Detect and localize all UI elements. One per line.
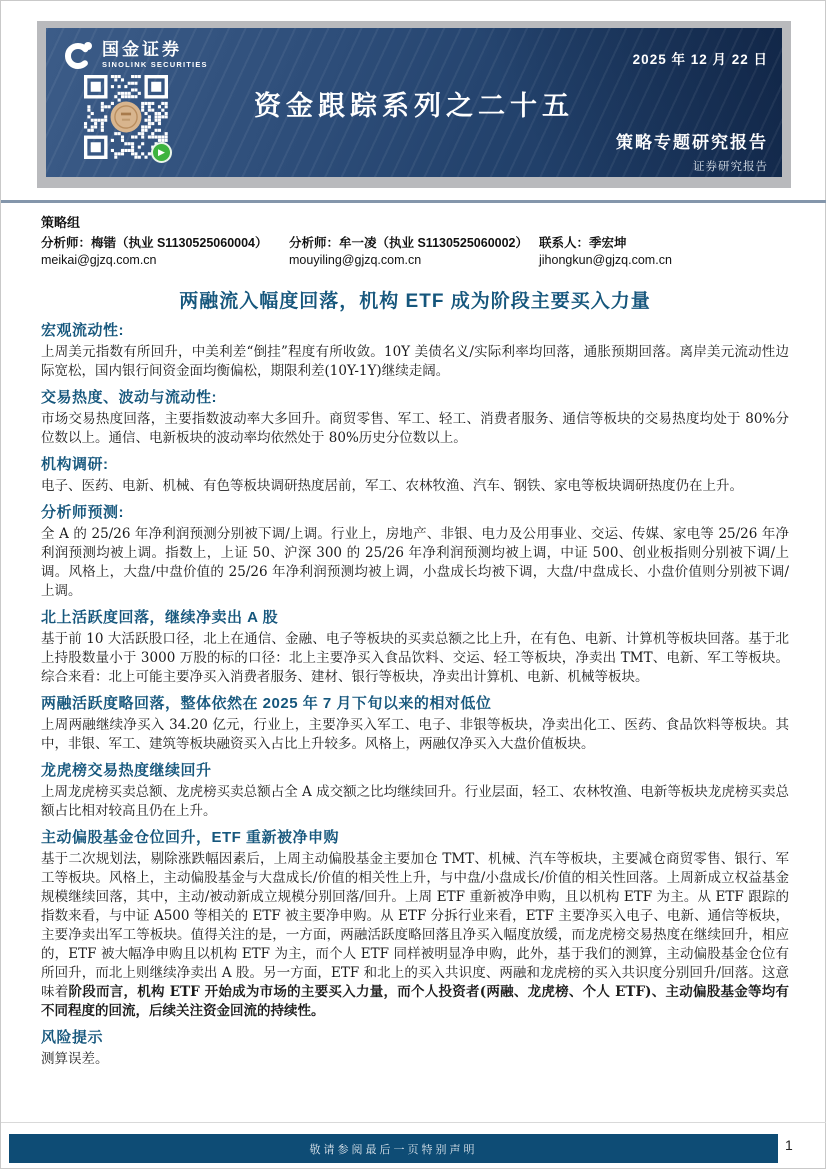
section-heading: 机构调研: xyxy=(41,456,109,473)
header-banner xyxy=(46,28,782,177)
section-macro-liquidity xyxy=(41,321,789,381)
brand-name-cn: 国金证券 xyxy=(102,40,182,60)
contact-1 xyxy=(539,235,789,269)
section-dragon-tiger xyxy=(41,761,789,821)
section-body: 上周两融继续净买入 34.20 亿元，行业上，主要净买入军工、电子、非银等板块，净卖出化工、医药、食品饮料等板块。其中，非银、军工、建筑等板块融资买入占比上升较多。风格上，两融仅净买入大盘价值板块。 xyxy=(41,717,789,752)
section-body: 上周龙虎榜买卖总额、龙虎榜买卖总额占全 A 成交额之比均继续回升。行业层面，轻工、农林牧渔、电新等板块龙虎榜买卖总额占比相对较高且仍在上升。 xyxy=(41,784,789,819)
qr-code xyxy=(84,75,168,159)
report-type: 策略专题研究报告 xyxy=(616,133,768,152)
section-analyst-forecast xyxy=(41,503,789,601)
section-heading: 龙虎榜交易热度继续回升 xyxy=(41,762,212,779)
page-number: 1 xyxy=(785,1137,793,1153)
section-margin-trading xyxy=(41,694,789,754)
analyst-2 xyxy=(289,235,539,269)
section-fund-etf xyxy=(41,828,789,1021)
team-group-label: 策略组 xyxy=(41,215,81,230)
wechat-video-icon: ▶ xyxy=(151,142,172,163)
section-trading-heat xyxy=(41,388,789,448)
section-heading: 风险提示 xyxy=(41,1029,104,1046)
analyst-2-email: mouyiling@gjzq.com.cn xyxy=(289,253,422,267)
section-body-emphasis: 阶段而言，机构 ETF 开始成为市场的主要买入力量，而个人投资者(两融、龙虎榜、个人 ETF)、主动偏股基金等均有不同程度的回流，后续关注资金回流的持续性。 xyxy=(41,984,789,1019)
section-body: 基于前 10 大活跃股口径，北上在通信、金融、电子等板块的买卖总额之比上升，在有色、电新、计算机等板块回落。基于北上持股数量小于 3000 万股的标的口径：北上主要净买入食品饮料、交运、轻工等板块，净卖出 TMT、电新、军工等板块。综合来看：北上可能主要净买入消费者服务、建材、银行等板块，净卖出计算机、电新、机械等板块。 xyxy=(41,631,789,685)
footer-divider xyxy=(1,1122,826,1123)
section-northbound xyxy=(41,608,789,687)
section-heading: 分析师预测: xyxy=(41,504,124,521)
section-body: 上周美元指数有所回升，中美利差“倒挂”程度有所收敛。10Y 美债名义/实际利率均回落，通胀预期回落。离岸美元流动性边际宽松，国内银行间资金面均衡偏松，期限利差(10Y-1Y)继续走阔。 xyxy=(41,344,789,379)
footer-disclaimer-bar xyxy=(9,1134,778,1163)
section-heading: 两融活跃度略回落，整体依然在 2025 年 7 月下旬以来的相对低位 xyxy=(41,695,492,712)
series-title: 资金跟踪系列之二十五 xyxy=(254,91,574,121)
analyst-1-title: 分析师：梅锴（执业 S1130525060004） xyxy=(41,236,268,250)
section-institution-research xyxy=(41,455,789,496)
report-header xyxy=(37,21,791,188)
report-body xyxy=(41,212,789,1069)
section-risk-warning xyxy=(41,1028,789,1069)
report-date: 2025 年 12 月 22 日 xyxy=(632,52,768,67)
sinolink-logo-icon xyxy=(64,40,94,70)
contact-1-email: jihongkun@gjzq.com.cn xyxy=(539,253,672,267)
header-divider xyxy=(1,200,826,203)
section-heading: 主动偏股基金仓位回升，ETF 重新被净申购 xyxy=(41,829,339,846)
analyst-1-email: meikai@gjzq.com.cn xyxy=(41,253,157,267)
document-title: 两融流入幅度回落，机构 ETF 成为阶段主要买入力量 xyxy=(179,291,651,312)
section-heading: 北上活跃度回落，继续净卖出 A 股 xyxy=(41,609,279,626)
section-body: 市场交易热度回落，主要指数波动率大多回升。商贸零售、军工、轻工、消费者服务、通信等板块的交易热度均处于 80%分位数以上。通信、电新板块的波动率均依然处于 80%历史分位数以上。 xyxy=(41,411,789,446)
section-heading: 交易热度、波动与流动性: xyxy=(41,389,217,406)
section-body: 电子、医药、电新、机械、有色等板块调研热度居前，军工、农林牧渔、汽车、钢铁、家电等板块调研热度仍在上升。 xyxy=(41,478,743,494)
section-heading: 宏观流动性: xyxy=(41,322,124,339)
brand-name-en: SINOLINK SECURITIES xyxy=(102,59,208,69)
analyst-1 xyxy=(41,235,289,269)
footer-disclaimer-text: 敬请参阅最后一页特别声明 xyxy=(309,1142,478,1156)
section-body: 测算误差。 xyxy=(41,1051,109,1067)
section-body: 全 A 的 25/26 年净利润预测分别被下调/上调。行业上，房地产、非银、电力及公用事业、交运、传媒、家电等 25/26 年净利润预测均被上调。指数上，上证 50、沪深 300 的 25/26 年净利润预测均被上调，中证 500、创业板指则分别被下调/上调。风格上，大盘/中盘价值的 25/26 年净利润预测均被上调，小盘成长均被下调，大盘/中盘成长、小盘价值则分别被下调/上调。 xyxy=(41,526,789,599)
contact-1-title: 联系人：季宏坤 xyxy=(539,236,627,250)
report-subtype: 证券研究报告 xyxy=(693,161,768,173)
brand-logo xyxy=(64,40,208,70)
analyst-2-title: 分析师：牟一凌（执业 S1130525060002） xyxy=(289,236,528,250)
analyst-block xyxy=(41,235,789,269)
section-body: 基于二次规划法，剔除涨跌幅因素后，上周主动偏股基金主要加仓 TMT、机械、汽车等板块，主要减仓商贸零售、银行、军工等板块。风格上，主动偏股基金与大盘成长/价值的相关性上升，与中盘/小盘成长/价值的相关性回落。上周新成立权益基金规模继续回落，其中，主动/被动新成立规模分别回落/回升。上周 ETF 重新被净申购，且以机构 ETF 为主。从 ETF 跟踪的指数来看，与中证 A500 等相关的 ETF 被主要净申购。从 ETF 分拆行业来看，ETF 主要净买入电子、电新、通信等板块，主要净卖出军工等板块。值得关注的是，一方面，两融活跃度略回落且净买入幅度放缓，而龙虎榜交易热度在继续回升，相应的，ETF 被大幅净申购且以机构 ETF 为主，而个人 ETF 同样被明显净申购，此外，基于我们的测算，主动偏股基金仓位有所回升，而北上则继续净卖出 A 股。另一方面，ETF 和北上的买入共识度、两融和龙虎榜的买入共识度分别回升/回落。这意味着阶段而言，机构 ETF 开始成为市场的主要买入力量，而个人投资者(两融、龙虎榜、个人 ETF)、主动偏股基金等均有不同程度的回流，后续关注资金回流的持续性。 xyxy=(41,851,789,1019)
